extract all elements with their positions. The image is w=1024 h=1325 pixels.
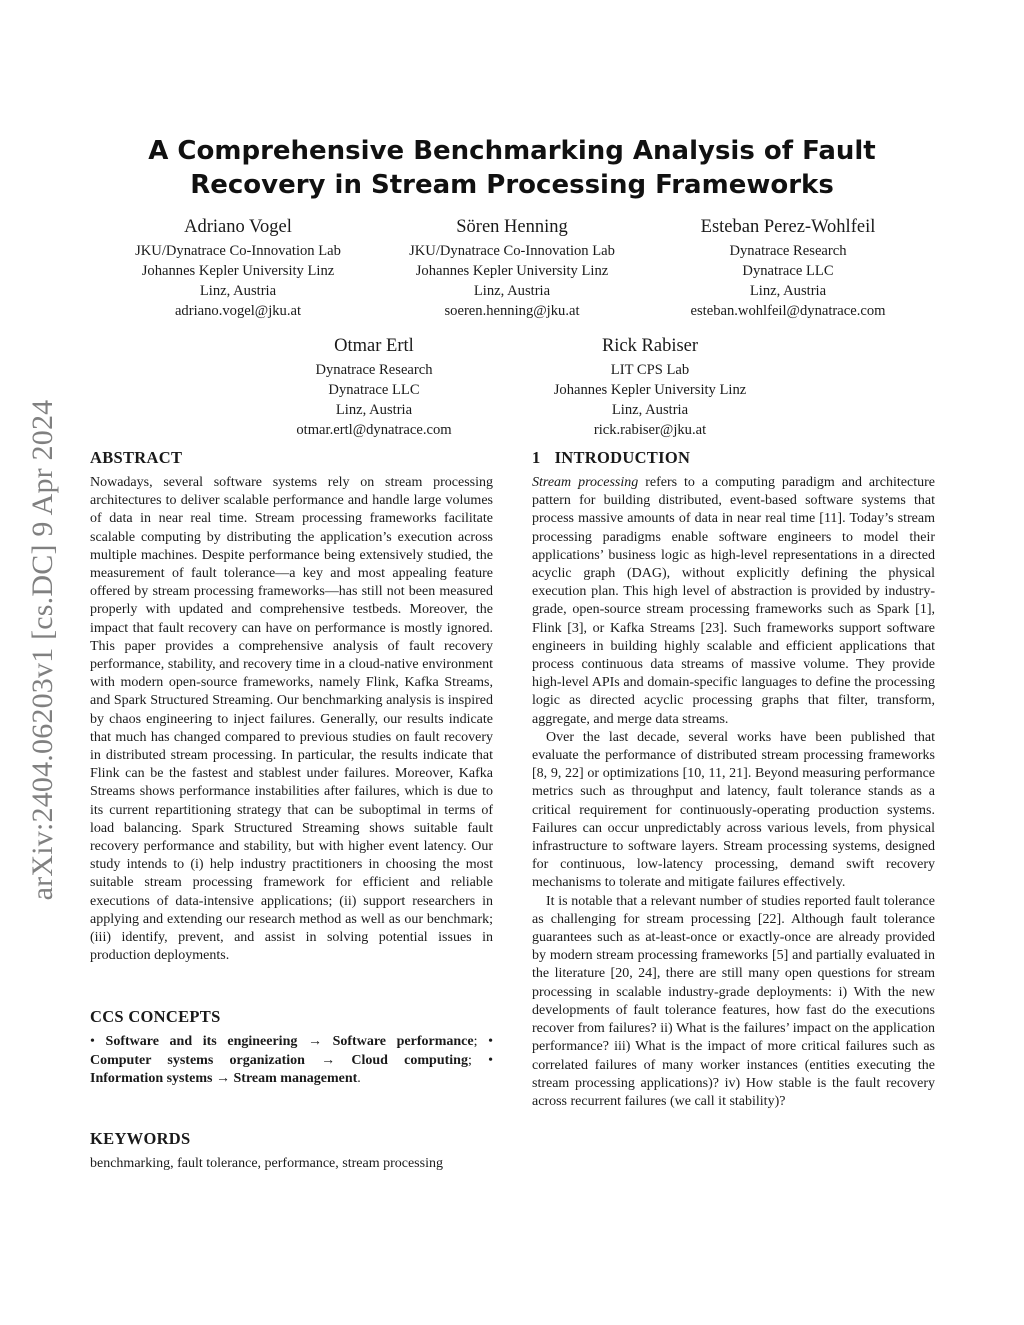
author-affiliation: JKU/Dynatrace Co-Innovation Lab: [409, 243, 615, 259]
ccs-separator: ;: [473, 1034, 489, 1050]
author-email: esteban.wohlfeil@dynatrace.com: [690, 303, 886, 319]
intro-paragraph-1: [532, 474, 935, 729]
section-number: 1: [532, 448, 541, 467]
author-location: Linz, Austria: [199, 283, 277, 299]
ccs-bullet: •: [488, 1052, 494, 1068]
ccs-separator: ;: [467, 1052, 489, 1068]
intro-paragraph-1-text: refers to a computing paradigm and architecture pattern for building distributed, event-based software systems that process massive amounts of data in near real time [11]. Today’s stream processing paradigms enable software engineers to model their applications’ business logic as high-level representations in a directed acyclic graph (DAG), without explicitly defining the physical execution plan. This high level of abstraction is provided by industry-grade, open-source stream processing frameworks such as Spark [1], Flink [3], or Kafka Streams [23]. Such frameworks support software engineers in building highly scalable and efficient applications that process continuous data streams of massive volume. They provide high-level APIs and domain-specific languages to define the processing logic as directed acyclic processing graphs that filter, transform, aggregate, and merge data streams.: [532, 475, 935, 727]
abstract-text: Nowadays, several software systems rely on stream processing architectures to deliver scalable performance and handle large volumes of data in near real time. Stream processing frameworks facilitate scalable computing by distributing the application’s execution across multiple machines. Despite performance being extensively studied, the measurement of fault tolerance—a key and most appealing feature offered by stream processing frameworks—has still not been measured properly with updated and comprehensive testbeds. Moreover, the impact that fault recovery can have on performance is mostly ignored. This paper provides a comprehensive analysis of fault recovery performance, stability, and recovery time in a cloud-native environment with modern open-source frameworks, namely Flink, Kafka Streams, and Spark Structured Streaming. Our benchmarking analysis is inspired by chaos engineering to inject failures. Generally, our results indicate that much has changed compared to previous studies on fault recovery in distributed stream processing. In particular, the results indicate that Flink can be the fastest and stablest under failures. Moreover, Kafka Streams shows performance instabilities after failures, which is due to its current repartitioning strategy that can be suboptimal in terms of load balancing. Spark Structured Streaming shows suitable fault recovery performance and stability, but with higher event latency. Our study intends to (i) help industry practitioners in choosing the most suitable stream processing framework for efficient and reliable executions of data-intensive applications; (ii) support researchers in applying and extending our research method as well as our benchmark; (iii) identify, prevent, and assist in solving potential issues in production deployments.: [90, 475, 493, 964]
author-name: Esteban Perez-Wohlfeil: [700, 217, 876, 237]
author-institution: Johannes Kepler University Linz: [415, 263, 609, 279]
author-name: Sören Henning: [456, 217, 568, 237]
right-column: [532, 448, 935, 1111]
author-name: Rick Rabiser: [601, 336, 699, 356]
keywords-heading: KEYWORDS: [90, 1129, 191, 1149]
intro-paragraph-3: It is notable that a relevant number of studies reported fault tolerance as challenging for stream processing [22]. Although fault tolerance guarantees such as at-least-once or exactly-once are already provided by modern stream processing frameworks [5] and partially evaluated in the literature [20, 24], there are still many open questions for stream processing in scalable industry-grade deployments: i) With the new developments of fault tolerance features, how fast do the executions recover from failures? ii) What is the failures’ impact on the application performance? iii) What is the impact of more critical failures such as correlated failures of many worker instances (entities executing the stream processing applications)? iv) How stable is the fault recovery across recurrent failures (we call it stability)?: [532, 893, 935, 1109]
author-name: Adriano Vogel: [184, 217, 292, 237]
ccs-concept: Information systems → Stream management: [90, 1070, 358, 1086]
left-column: [90, 448, 493, 1173]
author-institution: Johannes Kepler University Linz: [553, 382, 747, 398]
author-email: rick.rabiser@jku.at: [593, 422, 707, 438]
author-email: soeren.henning@jku.at: [444, 303, 580, 319]
author-block: [512, 334, 788, 440]
ccs-concept: Software and its engineering → Software performance: [105, 1034, 474, 1050]
ccs-bullet: •: [488, 1034, 494, 1050]
ccs-separator: .: [357, 1070, 361, 1086]
ccs-concepts-heading: CCS CONCEPTS: [90, 1007, 221, 1027]
author-email: adriano.vogel@jku.at: [174, 303, 302, 319]
ccs-concepts-list: [90, 1033, 493, 1088]
author-location: Linz, Austria: [335, 402, 413, 418]
author-block: [236, 334, 512, 440]
author-affiliation: JKU/Dynatrace Co-Innovation Lab: [135, 243, 341, 259]
author-email: otmar.ertl@dynatrace.com: [296, 422, 452, 438]
author-institution: Johannes Kepler University Linz: [141, 263, 335, 279]
author-institution: Dynatrace LLC: [328, 382, 420, 398]
author-location: Linz, Austria: [611, 402, 689, 418]
ccs-bullet: •: [90, 1034, 106, 1050]
author-institution: Dynatrace LLC: [742, 263, 834, 279]
author-affiliation: Dynatrace Research: [315, 362, 433, 378]
author-affiliation: Dynatrace Research: [729, 243, 847, 259]
author-affiliation: LIT CPS Lab: [610, 362, 690, 378]
author-location: Linz, Austria: [749, 283, 827, 299]
keywords-text: benchmarking, fault tolerance, performance, stream processing: [90, 1156, 443, 1172]
author-block: [100, 215, 376, 321]
author-location: Linz, Austria: [473, 283, 551, 299]
author-name: Otmar Ertl: [334, 336, 414, 356]
abstract-heading: ABSTRACT: [90, 448, 183, 467]
section-title: INTRODUCTION: [554, 448, 691, 467]
paper-title: A Comprehensive Benchmarking Analysis of Fault Recovery in Stream Processing Frameworks: [148, 136, 876, 200]
author-block: [648, 215, 928, 321]
intro-paragraph-2: Over the last decade, several works have been published that evaluate the performance of distributed stream processing frameworks [8, 9, 22] or optimizations [10, 11, 21]. Beyond measuring performance metrics such as throughput and latency, fault tolerance stands as a critical requirement for continuously-operating production systems. Failures can occur unpredictably across various levels, from physical infrastructure to software layers. Stream processing systems, designed for continuous, low-latency processing, demand swift recovery mechanisms to tolerate and mitigate failures effectively.: [532, 729, 935, 891]
introduction-heading: [532, 448, 935, 468]
ccs-concept: Computer systems organization → Cloud computing: [90, 1052, 468, 1068]
author-block: [374, 215, 650, 321]
intro-emphasis-term: Stream processing: [532, 475, 639, 490]
arxiv-identifier-stamp: arXiv:2404.06203v1 [cs.DC] 9 Apr 2024: [26, 399, 59, 901]
